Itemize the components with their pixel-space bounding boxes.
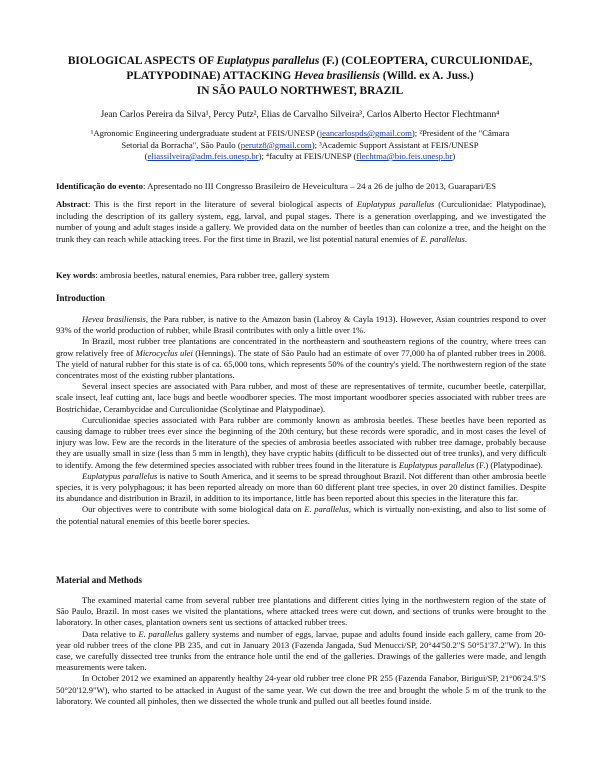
affiliation-text: ); ²President of the "Câmara bbox=[411, 128, 510, 138]
title-text: IN SÃO PAULO NORTHWEST, BRAZIL bbox=[196, 85, 404, 97]
keywords-text: : ambrosia beetles, natural enemies, Para rubber tree, gallery system bbox=[95, 270, 330, 280]
title-text: (F.) (COLEOPTERA, CURCULIONIDAE, bbox=[319, 55, 533, 67]
paragraph-text: In Brazil, most rubber tree plantations are concentrated in the northeastern and southeastern regions of the country, where trees can grow relatively free of bbox=[56, 336, 546, 358]
abstract-text: (Curculionidae: Platypodinae), including the description of its gallery system, egg, larval, and pupal stages. There is a generation overlapping, and we investigated the number of young and adult stages inside a gallery. We provided data on the number of beetles than can colonize a tree, and the height on the trunk they can reach while attacking trees. For the first time in Brazil, we list potential natural enemies of bbox=[56, 199, 546, 244]
introduction-body bbox=[56, 314, 546, 527]
paragraph bbox=[56, 504, 546, 526]
email-link[interactable]: eliassilveira@adm.feis.unesp.br bbox=[147, 151, 259, 161]
abstract-label: Abstract bbox=[56, 199, 88, 209]
paragraph-text: Our objectives were to contribute with some biological data on bbox=[82, 504, 305, 515]
paper-title bbox=[40, 54, 560, 99]
species-name: Hevea brasiliensis bbox=[82, 314, 146, 324]
species-name: E. parallelus bbox=[304, 504, 349, 515]
species-name: Microcyclus ulei bbox=[135, 347, 193, 358]
paragraph-text: , which is virtually non-existing, and also to list some of the potential natural enemies of this beetle borer species. bbox=[56, 504, 546, 526]
keywords-label: Key words bbox=[56, 270, 96, 280]
email-link[interactable]: perutz8@gmail.com bbox=[240, 139, 312, 150]
species-name: Euplatypus parallelus bbox=[398, 459, 475, 470]
abstract-text: : This is the first report in the literature of several biological aspects of bbox=[87, 199, 357, 209]
title-species: Hevea brasiliensis bbox=[294, 70, 380, 82]
affiliation-text: ( bbox=[144, 151, 148, 161]
keywords bbox=[56, 270, 546, 280]
paragraph-text: gallery systems and number of eggs, larvae, pupae and adults found inside each gallery, came from 20-year old rubber trees of the clone PB 235, and cut in January 2013 (Fazenda Jangada, Sud Menucci/SP, 20°44'50.2"S 50°51'37.2"W). In this case, we carefully dissected tree trunks from the entrance hole until the end of the galleries. Drawings of the galleries were made, and length measurements were taken. bbox=[56, 628, 546, 673]
event-text: : Apresentado no III Congresso Brasileiro de Heveicultura – 24 a 26 de julho de 2013, Guarapari/ES bbox=[142, 181, 496, 191]
abstract-text: . bbox=[464, 233, 467, 244]
affiliation-text: ) bbox=[452, 151, 456, 161]
paragraph-text: Data relative to bbox=[82, 628, 139, 639]
event-identification bbox=[56, 181, 556, 191]
paragraph-text: (F.) (Platypodinae). bbox=[474, 459, 543, 470]
species-name: Euplatypus parallelus bbox=[356, 199, 435, 209]
affiliation-text: ); ⁴faculty at FEIS/UNESP ( bbox=[258, 151, 357, 161]
paragraph-text: Curculionidae species associated with Para rubber are commonly known as ambrosia beetles. These beetles have been reported as causing damage to rubber trees ever since the beginning of the 20th century, but these records were sporadic, and in most cases the level of injury was low. Few are the records in the literature of the species of ambrosia beetles associated with rubber tree damage, probably because they are usually small in size (less than 5 mm in length), they have cryptic habits (difficult to be dissected out of tree trunks), and very difficult to identify. Among the few determined species associated with rubber trees found in the literature is bbox=[56, 414, 546, 470]
title-text: (Willd. ex A. Juss.) bbox=[379, 70, 474, 82]
methods-body bbox=[56, 595, 546, 707]
paragraph: The examined material came from several rubber tree plantations and different cities lying in the northwestern region of the state of São Paulo, Brazil. In most cases we visited the plantations, where attacked trees were cut down, and sections of trunks were brought to the laboratory. In other cases, plantation owners sent us sections of attacked rubber trees. bbox=[56, 595, 546, 628]
affiliation-text: ); ³Academic Support Assistant at FEIS/UNESP bbox=[311, 139, 479, 150]
species-name: E. parallelus bbox=[138, 628, 184, 639]
species-name: Euplatypus parallelus bbox=[82, 470, 158, 481]
affiliation-text: ¹Agronomic Engineering undergraduate student at FEIS/UNESP ( bbox=[90, 128, 320, 138]
species-name: E. parallelus bbox=[420, 233, 465, 244]
affiliation-text: Setorial da Borracha", São Paulo ( bbox=[121, 139, 241, 150]
paragraph bbox=[56, 471, 546, 505]
paragraph-text: is native to South America, and it seems to be spread throughout Brazil. Not different than other ambrosia beetle species, it is very polyphagous; it has been reported already on more than 60 different plant tree species, in over 20 distinct families. Despite its abundance and distribution in Brazil, in addition to its importance, little has been reported about this species in the literature this far. bbox=[56, 470, 546, 504]
abstract bbox=[56, 199, 546, 245]
paragraph: Several insect species are associated with Para rubber, and most of these are representatives of termite, cucumber beetle, caterpillar, scale insect, leaf cutting ant, lace bugs and beetle woodborer species. The most important woodborer species associated with rubber trees are Bostrichidae, Cerambycidae and Curculionidae (Scolytinae and Platypodinae). bbox=[56, 381, 546, 414]
paragraph bbox=[56, 629, 546, 674]
paragraph-text: (Hennings). The state of São Paulo had an estimate of over 77,000 ha of planted rubber trees in 2008. The yield of natural rubber for this state is of ca. 65,000 tons, which represents 50% of the country's yield. The northwestern region of the state concentrates most of the existing rubber plantations. bbox=[56, 347, 546, 381]
title-text: BIOLOGICAL ASPECTS OF bbox=[67, 55, 217, 67]
paragraph bbox=[56, 336, 546, 381]
title-text: PLATYPODINAE) ATTACKING bbox=[126, 70, 295, 82]
paragraph-text: , the Para rubber, is native to the Amazon basin (Labroy & Cayla 1913). However, Asian countries respond to over 93% of the world production of rubber, while Brasil contributes with only a little over 1%. bbox=[56, 314, 546, 336]
email-link[interactable]: flechtma@bio.feis.unesp.br bbox=[356, 151, 453, 161]
paragraph bbox=[56, 415, 546, 471]
affiliations bbox=[62, 128, 538, 163]
author-list: Jean Carlos Pereira da Silva¹, Percy Putz², Elias de Carvalho Silveira³, Carlos Alberto Hector Flechtmann⁴ bbox=[100, 110, 500, 120]
paragraph bbox=[56, 314, 546, 336]
section-heading-introduction: Introduction bbox=[56, 293, 105, 303]
email-link[interactable]: jeancarlospds@gmail.com bbox=[319, 128, 412, 138]
paragraph: In October 2012 we examined an apparently healthy 24-year old rubber tree clone PR 255 (Fazenda Fanabor, Birigui/SP, 21°06'24.5"S 50°20'12.9"W), who started to be attacked in August of the same year. We cut down the tree and brought the whole 5 m of the trunk to the laboratory. We counted all pinholes, then we dissected the whole trunk and pulled out all beetles found inside. bbox=[56, 673, 546, 706]
event-label: Identificação do evento bbox=[56, 181, 143, 191]
title-species: Euplatypus parallelus bbox=[216, 55, 320, 67]
section-heading-methods: Material and Methods bbox=[56, 575, 142, 585]
